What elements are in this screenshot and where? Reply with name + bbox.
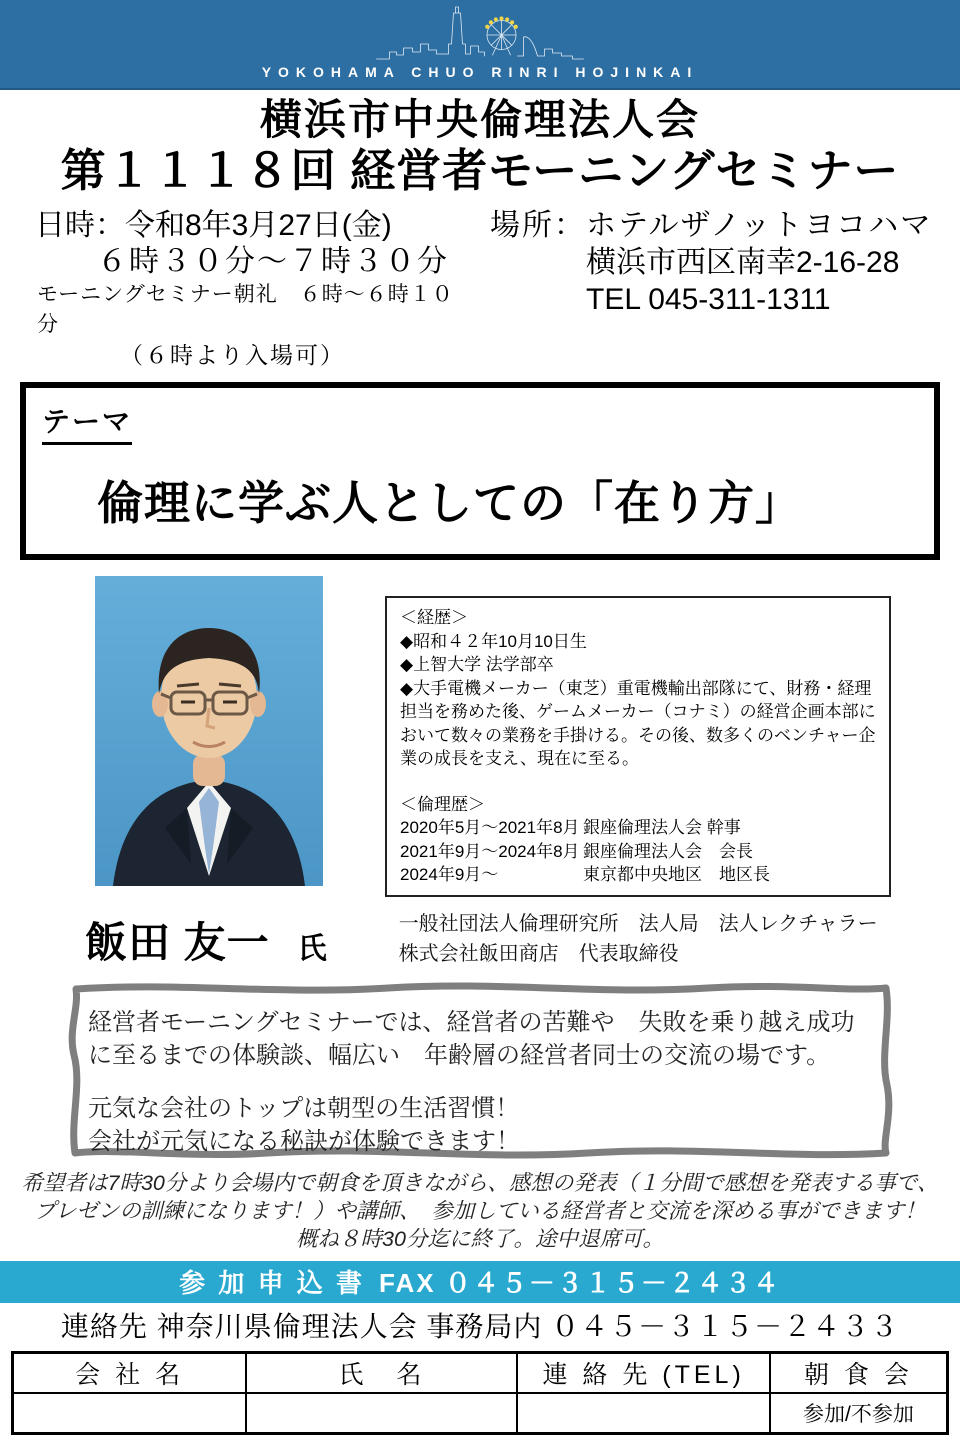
schedule-time: ６時３０分～７時３０分 (97, 245, 449, 278)
form-header-breakfast: 朝 食 会 (770, 1352, 948, 1393)
career-item: ◆上智大学 法学部卒 (400, 655, 554, 674)
speaker-section (0, 576, 960, 897)
theme-box (20, 382, 940, 560)
speaker-bio-box (385, 596, 891, 897)
note-line: 概ね８時30分迄に終了。途中退席可。 (296, 1226, 664, 1251)
affiliation-line: 一般社団法人倫理研究所 法人局 法人レクチャラー (398, 912, 878, 935)
form-input-row (13, 1393, 948, 1433)
venue-block (468, 207, 960, 370)
yokohama-skyline-icon (265, 0, 695, 62)
speaker-name: 飯田 友一 (85, 918, 270, 966)
seminar-title: 第１１１８回 経営者モーニングセミナー (60, 145, 900, 196)
venue-name: 場所：ホテルザノットヨコハマ (490, 209, 933, 242)
form-cell-breakfast: 参加/不参加 (770, 1393, 948, 1433)
application-form-table (11, 1351, 949, 1435)
form-header-name: 氏 名 (246, 1352, 517, 1393)
venue-tel: TEL 045-311-1311 (586, 283, 831, 316)
rinri-heading: ＜倫理歴＞ (400, 794, 485, 814)
form-cell-name (246, 1393, 517, 1433)
about-paragraph-2a: 元気な会社のトップは朝型の生活習慣！ (88, 1094, 520, 1122)
application-fax-number: FAX ０４５－３１５－２４３４ (379, 1268, 781, 1298)
about-paragraph-1: 経営者モーニングセミナーでは、経営者の苦難や 失敗を乗り越え成功に至るまでの体験談、幅広い 年齢層の経営者同士の交流の場です。 (88, 1008, 855, 1069)
form-header-company: 会 社 名 (13, 1352, 247, 1393)
rinri-item (400, 816, 876, 840)
about-content (58, 980, 902, 1158)
note-line: プレゼンの訓練になります！）や講師、 参加している経営者と交流を深める事ができます！ (34, 1198, 926, 1223)
career-item: ◆大手電機メーカー（東芝）重電機輸出部隊にて、財務・経理担当を務めた後、ゲームメーカー（コナミ）の経営企画本部において数々の業務を手掛ける。その後、数多くのベンチャー企業の成長を支え、現在に至る。 (400, 678, 876, 768)
form-header-tel: 連 絡 先 (TEL) (517, 1352, 769, 1393)
rinri-period: 2020年5月～2021年8月 (400, 818, 580, 837)
event-info (0, 207, 960, 370)
venue-address: 横浜市西区南幸2-16-28 (586, 246, 900, 279)
speaker-name-row (85, 909, 960, 970)
organization-name-en: YOKOHAMA CHUO RINRI HOJINKAI (261, 64, 699, 80)
rinri-item (400, 863, 876, 887)
schedule-chorei: モーニングセミナー朝礼 ６時～６時１０分 (37, 283, 454, 336)
contact-line: 連絡先 神奈川県倫理法人会 事務局内 ０４５－３１５－２４３３ (60, 1310, 900, 1342)
schedule-entry: （６時より入場可） (120, 342, 345, 368)
career-item: ◆昭和４２年10月10日生 (400, 631, 587, 651)
rinri-role: 東京都中央地区 地区長 (583, 865, 770, 884)
schedule-date: 日時：令和8年3月27日(金) (35, 209, 392, 242)
about-box (58, 980, 902, 1162)
career-heading: ＜経歴＞ (400, 608, 468, 627)
rinri-role: 銀座倫理法人会 幹事 (583, 818, 741, 837)
note-line: 希望者は7時30分より会場内で朝食を頂きながら、感想の発表（１分間で感想を発表する事で、 (21, 1170, 939, 1195)
form-cell-tel (517, 1393, 769, 1433)
application-band (0, 1261, 960, 1303)
theme-label: テーマ (42, 400, 132, 445)
rinri-period: 2024年9月～ (400, 865, 499, 884)
header-banner (0, 0, 960, 90)
about-paragraph-2b: 会社が元気になる秘訣が体験できます！ (88, 1127, 520, 1155)
breakfast-note (0, 1169, 960, 1253)
organization-title: 横浜市中央倫理法人会 (259, 96, 700, 143)
theme-title: 倫理に学ぶ人としての「在り方」 (97, 477, 802, 529)
affiliation-line: 株式会社飯田商店 代表取締役 (398, 942, 679, 965)
speaker-photo (95, 576, 323, 886)
schedule-block (0, 207, 468, 370)
form-cell-company (13, 1393, 247, 1433)
rinri-role: 銀座倫理法人会 会長 (583, 841, 753, 861)
speaker-honorific: 氏 (297, 932, 327, 965)
rinri-period: 2021年9月～2024年8月 (400, 841, 580, 861)
rinri-item (400, 840, 876, 864)
application-band-label: 参 加 申 込 書 (179, 1268, 366, 1298)
form-header-row (13, 1352, 948, 1393)
speaker-affiliation (399, 909, 878, 970)
